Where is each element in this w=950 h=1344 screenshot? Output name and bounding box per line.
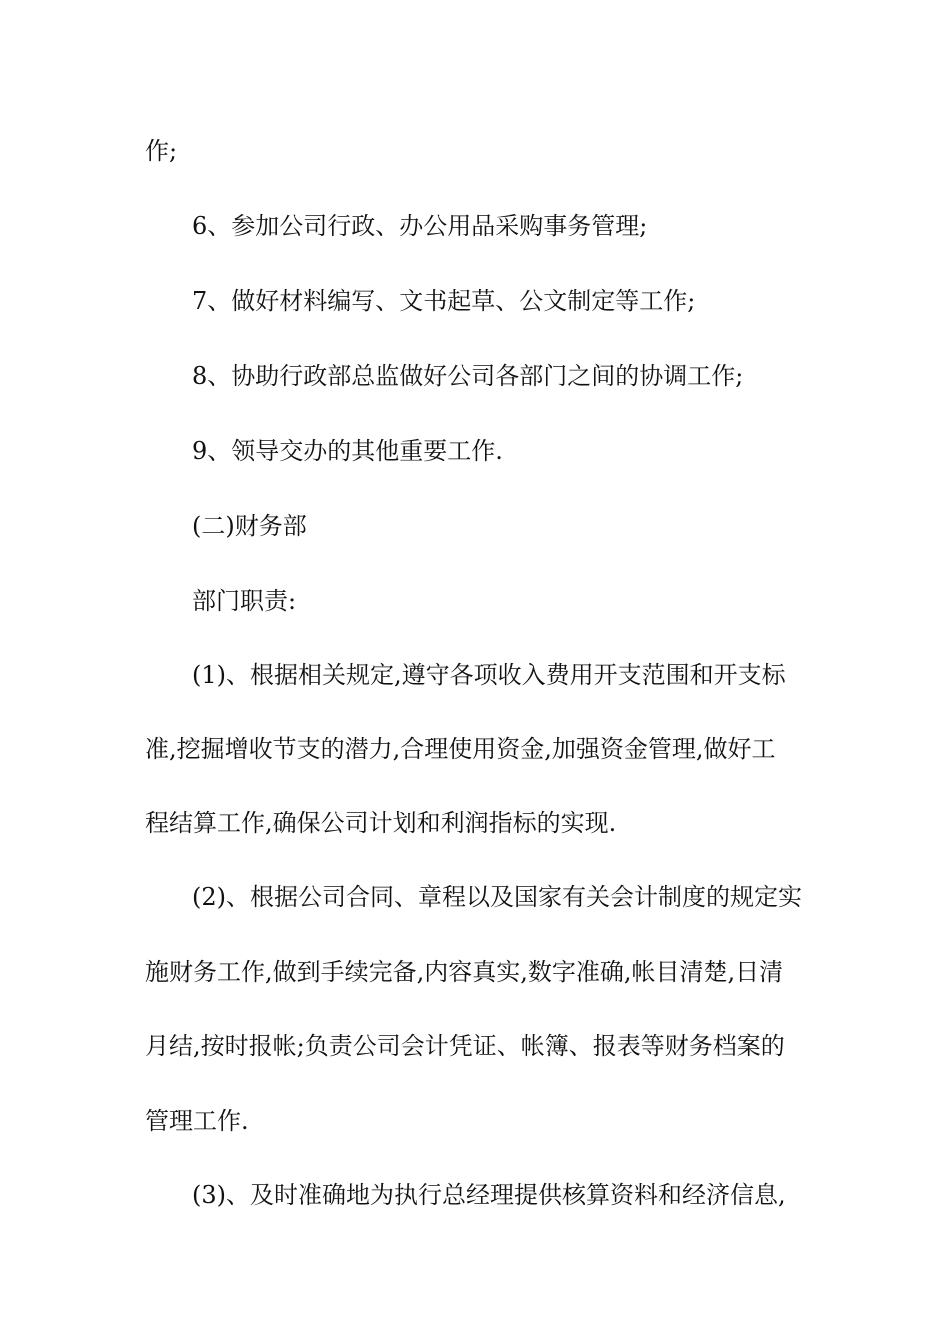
list-item: 9、领导交办的其他重要工作. xyxy=(192,437,503,465)
text-line: 作; xyxy=(145,137,178,165)
section-heading: (二)财务部 xyxy=(192,512,307,540)
paragraph-line: 月结,按时报帐;负责公司会计凭证、帐簿、报表等财务档案的 xyxy=(145,1032,785,1060)
paragraph-line: 准,挖掘增收节支的潜力,合理使用资金,加强资金管理,做好工 xyxy=(145,735,776,763)
list-item: 6、参加公司行政、办公用品采购事务管理; xyxy=(192,212,648,240)
subsection-heading: 部门职责: xyxy=(192,587,297,615)
paragraph-line: 施财务工作,做到手续完备,内容真实,数字准确,帐目清楚,日清 xyxy=(145,958,784,986)
paragraph-line: (2)、根据公司合同、章程以及国家有关会计制度的规定实 xyxy=(192,883,802,911)
list-item: 8、协助行政部总监做好公司各部门之间的协调工作; xyxy=(192,362,744,390)
paragraph-line: (3)、及时准确地为执行总经理提供核算资料和经济信息, xyxy=(192,1181,786,1209)
list-item: 7、做好材料编写、文书起草、公文制定等工作; xyxy=(192,287,696,315)
paragraph-line: 管理工作. xyxy=(145,1107,249,1135)
paragraph-line: 程结算工作,确保公司计划和利润指标的实现. xyxy=(145,809,617,837)
paragraph-line: (1)、根据相关规定,遵守各项收入费用开支范围和开支标 xyxy=(192,661,786,689)
